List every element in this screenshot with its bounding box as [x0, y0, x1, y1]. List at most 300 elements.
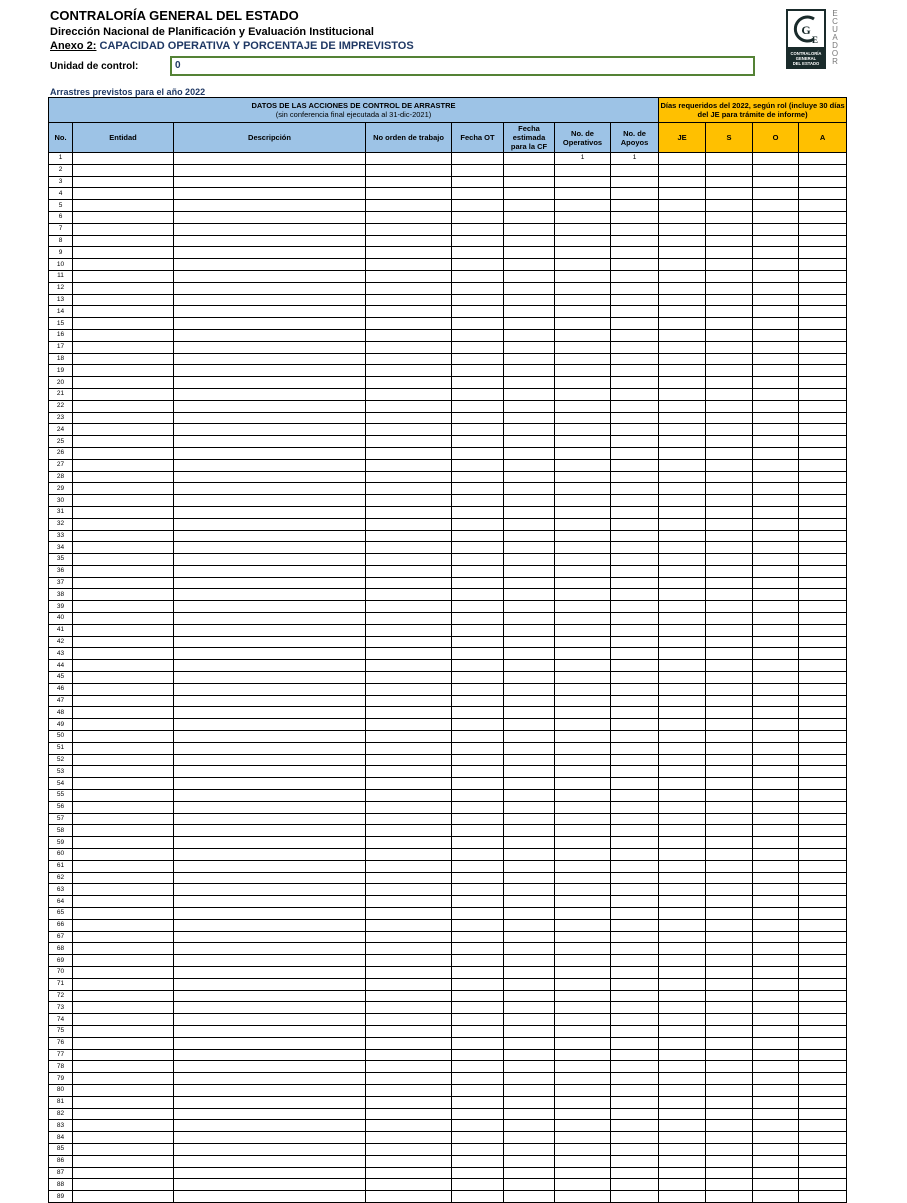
table-cell[interactable] — [706, 837, 753, 849]
table-cell[interactable] — [799, 707, 847, 719]
table-cell[interactable] — [504, 1014, 555, 1026]
table-cell[interactable] — [366, 459, 452, 471]
table-cell[interactable] — [174, 1179, 366, 1191]
table-cell[interactable] — [174, 1049, 366, 1061]
table-cell[interactable] — [73, 672, 174, 684]
table-cell[interactable] — [452, 624, 504, 636]
table-cell[interactable] — [799, 377, 847, 389]
table-cell[interactable] — [611, 1096, 659, 1108]
table-cell[interactable] — [504, 259, 555, 271]
table-cell[interactable] — [799, 400, 847, 412]
table-cell[interactable] — [452, 164, 504, 176]
table-cell[interactable] — [73, 955, 174, 967]
table-cell[interactable] — [753, 754, 799, 766]
table-cell[interactable] — [174, 235, 366, 247]
table-cell[interactable] — [555, 412, 611, 424]
table-cell[interactable] — [504, 1108, 555, 1120]
table-cell[interactable] — [555, 200, 611, 212]
table-cell[interactable] — [174, 211, 366, 223]
table-cell[interactable] — [504, 837, 555, 849]
table-cell[interactable] — [555, 801, 611, 813]
table-cell[interactable] — [366, 672, 452, 684]
table-cell[interactable] — [555, 931, 611, 943]
table-cell[interactable] — [611, 223, 659, 235]
table-cell[interactable] — [659, 648, 706, 660]
table-cell[interactable] — [73, 459, 174, 471]
table-cell[interactable] — [753, 648, 799, 660]
table-cell[interactable] — [555, 365, 611, 377]
table-cell[interactable] — [611, 601, 659, 613]
table-cell[interactable] — [504, 365, 555, 377]
table-cell[interactable] — [452, 931, 504, 943]
table-cell[interactable] — [753, 790, 799, 802]
table-cell[interactable] — [799, 495, 847, 507]
table-cell[interactable] — [366, 188, 452, 200]
table-cell[interactable] — [706, 211, 753, 223]
table-cell[interactable] — [706, 1025, 753, 1037]
table-cell[interactable] — [659, 211, 706, 223]
table-cell[interactable] — [366, 506, 452, 518]
table-cell[interactable] — [73, 200, 174, 212]
table-cell[interactable] — [452, 400, 504, 412]
table-cell[interactable] — [799, 884, 847, 896]
table-cell[interactable] — [452, 849, 504, 861]
table-cell[interactable] — [366, 554, 452, 566]
table-cell[interactable] — [73, 270, 174, 282]
table-cell[interactable] — [611, 518, 659, 530]
table-cell[interactable] — [753, 447, 799, 459]
table-cell[interactable] — [611, 672, 659, 684]
table-cell[interactable] — [659, 294, 706, 306]
table-cell[interactable] — [73, 601, 174, 613]
table-cell[interactable] — [504, 1155, 555, 1167]
table-cell[interactable] — [753, 742, 799, 754]
table-cell[interactable] — [73, 589, 174, 601]
table-cell[interactable] — [555, 542, 611, 554]
table-cell[interactable] — [799, 601, 847, 613]
table-cell[interactable] — [611, 955, 659, 967]
table-cell[interactable] — [799, 294, 847, 306]
table-cell[interactable] — [504, 247, 555, 259]
table-cell[interactable] — [555, 306, 611, 318]
table-cell[interactable] — [799, 341, 847, 353]
table-cell[interactable] — [366, 282, 452, 294]
table-cell[interactable] — [555, 471, 611, 483]
table-cell[interactable] — [753, 731, 799, 743]
table-cell[interactable] — [366, 707, 452, 719]
table-cell[interactable] — [174, 978, 366, 990]
table-cell[interactable] — [174, 200, 366, 212]
table-cell[interactable] — [659, 624, 706, 636]
table-cell[interactable] — [753, 966, 799, 978]
table-cell[interactable] — [504, 495, 555, 507]
table-cell[interactable] — [366, 589, 452, 601]
table-cell[interactable] — [504, 188, 555, 200]
table-cell[interactable] — [706, 719, 753, 731]
table-cell[interactable] — [73, 825, 174, 837]
table-cell[interactable] — [174, 483, 366, 495]
table-cell[interactable] — [555, 589, 611, 601]
table-cell[interactable] — [799, 849, 847, 861]
table-cell[interactable] — [799, 176, 847, 188]
table-cell[interactable] — [611, 282, 659, 294]
table-cell[interactable] — [706, 223, 753, 235]
table-cell[interactable] — [452, 259, 504, 271]
table-cell[interactable] — [504, 742, 555, 754]
table-cell[interactable] — [366, 1073, 452, 1085]
table-cell[interactable] — [555, 223, 611, 235]
table-cell[interactable] — [611, 766, 659, 778]
table-cell[interactable] — [73, 542, 174, 554]
table-cell[interactable] — [174, 613, 366, 625]
table-cell[interactable] — [799, 908, 847, 920]
table-cell[interactable] — [706, 188, 753, 200]
table-cell[interactable] — [706, 931, 753, 943]
table-cell[interactable] — [555, 164, 611, 176]
table-cell[interactable] — [366, 1096, 452, 1108]
table-cell[interactable] — [73, 188, 174, 200]
table-cell[interactable] — [799, 329, 847, 341]
table-cell[interactable] — [706, 1073, 753, 1085]
table-cell[interactable] — [366, 1025, 452, 1037]
table-cell[interactable] — [366, 223, 452, 235]
table-cell[interactable] — [659, 955, 706, 967]
table-cell[interactable] — [555, 506, 611, 518]
table-cell[interactable] — [73, 636, 174, 648]
table-cell[interactable] — [753, 294, 799, 306]
table-cell[interactable] — [174, 837, 366, 849]
table-cell[interactable] — [611, 1002, 659, 1014]
table-cell[interactable] — [73, 754, 174, 766]
table-cell[interactable] — [659, 719, 706, 731]
table-cell[interactable] — [73, 176, 174, 188]
table-cell[interactable] — [753, 282, 799, 294]
table-cell[interactable] — [659, 542, 706, 554]
table-cell[interactable] — [659, 153, 706, 165]
table-cell[interactable] — [174, 436, 366, 448]
table-cell[interactable] — [659, 1061, 706, 1073]
table-cell[interactable] — [659, 341, 706, 353]
table-cell[interactable] — [659, 483, 706, 495]
table-cell[interactable] — [799, 518, 847, 530]
table-cell[interactable] — [504, 471, 555, 483]
table-cell[interactable] — [73, 495, 174, 507]
table-cell[interactable] — [706, 329, 753, 341]
table-cell[interactable] — [611, 447, 659, 459]
table-cell[interactable] — [659, 577, 706, 589]
table-cell[interactable] — [753, 388, 799, 400]
table-cell[interactable] — [555, 1179, 611, 1191]
table-cell[interactable] — [753, 1002, 799, 1014]
table-cell[interactable] — [504, 778, 555, 790]
table-cell[interactable] — [799, 1084, 847, 1096]
table-cell[interactable] — [799, 235, 847, 247]
table-cell[interactable] — [504, 919, 555, 931]
table-cell[interactable] — [504, 966, 555, 978]
table-cell[interactable] — [753, 1014, 799, 1026]
table-cell[interactable] — [73, 471, 174, 483]
control-unit-field[interactable]: 0 — [170, 56, 755, 76]
table-cell[interactable] — [555, 1061, 611, 1073]
table-cell[interactable] — [174, 1132, 366, 1144]
table-cell[interactable] — [799, 837, 847, 849]
table-cell[interactable]: 1 — [611, 153, 659, 165]
table-cell[interactable] — [73, 259, 174, 271]
table-cell[interactable] — [706, 412, 753, 424]
table-cell[interactable] — [753, 400, 799, 412]
table-cell[interactable] — [504, 943, 555, 955]
table-cell[interactable] — [73, 872, 174, 884]
table-cell[interactable] — [706, 495, 753, 507]
table-cell[interactable] — [366, 872, 452, 884]
table-cell[interactable] — [659, 318, 706, 330]
table-cell[interactable] — [504, 306, 555, 318]
table-cell[interactable] — [174, 943, 366, 955]
table-cell[interactable] — [611, 801, 659, 813]
table-cell[interactable] — [366, 1155, 452, 1167]
table-cell[interactable] — [452, 1143, 504, 1155]
table-cell[interactable] — [799, 872, 847, 884]
table-cell[interactable] — [659, 388, 706, 400]
table-cell[interactable] — [452, 200, 504, 212]
table-cell[interactable] — [73, 577, 174, 589]
table-cell[interactable] — [799, 966, 847, 978]
table-cell[interactable] — [366, 518, 452, 530]
table-cell[interactable] — [504, 153, 555, 165]
table-cell[interactable] — [753, 884, 799, 896]
table-cell[interactable] — [555, 341, 611, 353]
table-cell[interactable] — [174, 742, 366, 754]
table-cell[interactable] — [174, 377, 366, 389]
table-cell[interactable] — [659, 966, 706, 978]
table-cell[interactable] — [174, 754, 366, 766]
table-cell[interactable] — [706, 1179, 753, 1191]
table-cell[interactable] — [706, 813, 753, 825]
table-cell[interactable] — [174, 294, 366, 306]
table-cell[interactable] — [452, 766, 504, 778]
table-cell[interactable] — [555, 754, 611, 766]
table-cell[interactable] — [799, 731, 847, 743]
table-cell[interactable] — [174, 719, 366, 731]
table-cell[interactable] — [753, 365, 799, 377]
table-cell[interactable] — [555, 388, 611, 400]
table-cell[interactable] — [452, 1037, 504, 1049]
table-cell[interactable] — [799, 672, 847, 684]
table-cell[interactable] — [452, 412, 504, 424]
table-cell[interactable] — [555, 624, 611, 636]
table-cell[interactable] — [611, 565, 659, 577]
table-cell[interactable] — [504, 200, 555, 212]
table-cell[interactable] — [555, 672, 611, 684]
table-cell[interactable] — [753, 270, 799, 282]
table-cell[interactable] — [799, 990, 847, 1002]
table-cell[interactable] — [659, 695, 706, 707]
table-cell[interactable] — [366, 1179, 452, 1191]
table-cell[interactable] — [659, 1002, 706, 1014]
table-cell[interactable] — [799, 624, 847, 636]
table-cell[interactable] — [706, 1037, 753, 1049]
table-cell[interactable] — [555, 554, 611, 566]
table-cell[interactable] — [555, 1132, 611, 1144]
table-cell[interactable] — [504, 849, 555, 861]
table-cell[interactable] — [611, 306, 659, 318]
table-cell[interactable] — [174, 1155, 366, 1167]
table-cell[interactable] — [73, 1002, 174, 1014]
table-cell[interactable] — [504, 554, 555, 566]
table-cell[interactable] — [174, 731, 366, 743]
table-cell[interactable] — [174, 1167, 366, 1179]
table-cell[interactable] — [452, 955, 504, 967]
table-cell[interactable] — [174, 778, 366, 790]
table-cell[interactable] — [799, 1155, 847, 1167]
table-cell[interactable] — [753, 518, 799, 530]
table-cell[interactable] — [706, 447, 753, 459]
table-cell[interactable] — [452, 530, 504, 542]
table-cell[interactable] — [504, 282, 555, 294]
table-cell[interactable] — [611, 412, 659, 424]
table-cell[interactable] — [73, 318, 174, 330]
table-cell[interactable] — [73, 660, 174, 672]
table-cell[interactable] — [366, 577, 452, 589]
table-cell[interactable] — [659, 813, 706, 825]
table-cell[interactable] — [73, 943, 174, 955]
table-cell[interactable] — [706, 860, 753, 872]
table-cell[interactable] — [706, 825, 753, 837]
table-cell[interactable] — [174, 282, 366, 294]
table-cell[interactable] — [753, 1073, 799, 1085]
table-cell[interactable] — [174, 341, 366, 353]
table-cell[interactable] — [611, 1120, 659, 1132]
table-cell[interactable] — [73, 1155, 174, 1167]
table-cell[interactable] — [753, 471, 799, 483]
table-cell[interactable] — [555, 294, 611, 306]
table-cell[interactable] — [611, 530, 659, 542]
table-cell[interactable] — [73, 1049, 174, 1061]
table-cell[interactable] — [753, 1179, 799, 1191]
table-cell[interactable] — [504, 1061, 555, 1073]
table-cell[interactable] — [452, 683, 504, 695]
table-cell[interactable] — [504, 790, 555, 802]
table-cell[interactable] — [611, 648, 659, 660]
table-cell[interactable] — [753, 483, 799, 495]
table-cell[interactable] — [659, 778, 706, 790]
table-cell[interactable] — [366, 1037, 452, 1049]
table-cell[interactable] — [504, 565, 555, 577]
table-cell[interactable] — [706, 424, 753, 436]
table-cell[interactable] — [174, 1061, 366, 1073]
table-cell[interactable] — [366, 447, 452, 459]
table-cell[interactable] — [73, 978, 174, 990]
table-cell[interactable] — [555, 613, 611, 625]
table-cell[interactable] — [706, 259, 753, 271]
table-cell[interactable] — [504, 683, 555, 695]
table-cell[interactable] — [706, 282, 753, 294]
table-cell[interactable] — [659, 931, 706, 943]
table-cell[interactable] — [73, 424, 174, 436]
table-cell[interactable] — [174, 506, 366, 518]
table-cell[interactable] — [174, 318, 366, 330]
table-cell[interactable] — [753, 660, 799, 672]
table-cell[interactable] — [174, 908, 366, 920]
table-cell[interactable] — [73, 377, 174, 389]
table-cell[interactable] — [555, 1143, 611, 1155]
table-cell[interactable] — [366, 471, 452, 483]
table-cell[interactable] — [174, 554, 366, 566]
table-cell[interactable] — [706, 341, 753, 353]
table-cell[interactable] — [706, 884, 753, 896]
table-cell[interactable] — [174, 707, 366, 719]
table-cell[interactable] — [611, 542, 659, 554]
table-cell[interactable] — [659, 672, 706, 684]
table-cell[interactable] — [706, 707, 753, 719]
table-cell[interactable] — [611, 742, 659, 754]
table-cell[interactable] — [504, 896, 555, 908]
table-cell[interactable] — [555, 966, 611, 978]
table-cell[interactable] — [799, 247, 847, 259]
table-cell[interactable] — [555, 577, 611, 589]
table-cell[interactable] — [366, 683, 452, 695]
table-cell[interactable] — [659, 377, 706, 389]
table-cell[interactable] — [659, 223, 706, 235]
table-cell[interactable] — [452, 436, 504, 448]
table-cell[interactable] — [504, 400, 555, 412]
table-cell[interactable] — [174, 164, 366, 176]
table-cell[interactable] — [504, 341, 555, 353]
table-cell[interactable] — [366, 849, 452, 861]
table-cell[interactable] — [659, 1155, 706, 1167]
table-cell[interactable] — [753, 235, 799, 247]
table-cell[interactable] — [753, 695, 799, 707]
table-cell[interactable] — [174, 849, 366, 861]
table-cell[interactable] — [73, 1025, 174, 1037]
table-cell[interactable] — [174, 447, 366, 459]
table-cell[interactable] — [555, 400, 611, 412]
table-cell[interactable] — [659, 329, 706, 341]
table-cell[interactable] — [611, 1108, 659, 1120]
table-cell[interactable] — [504, 447, 555, 459]
table-cell[interactable] — [706, 471, 753, 483]
table-cell[interactable] — [504, 648, 555, 660]
table-cell[interactable] — [452, 636, 504, 648]
table-cell[interactable] — [452, 329, 504, 341]
table-cell[interactable] — [799, 636, 847, 648]
table-cell[interactable] — [366, 601, 452, 613]
table-cell[interactable] — [799, 436, 847, 448]
table-cell[interactable] — [73, 966, 174, 978]
table-cell[interactable] — [753, 943, 799, 955]
table-cell[interactable] — [504, 211, 555, 223]
table-cell[interactable] — [366, 483, 452, 495]
table-cell[interactable] — [753, 565, 799, 577]
table-cell[interactable] — [555, 636, 611, 648]
table-cell[interactable] — [174, 153, 366, 165]
table-cell[interactable] — [611, 908, 659, 920]
table-cell[interactable] — [799, 223, 847, 235]
table-cell[interactable] — [706, 695, 753, 707]
table-cell[interactable] — [366, 766, 452, 778]
table-cell[interactable] — [659, 943, 706, 955]
table-cell[interactable] — [753, 554, 799, 566]
table-cell[interactable] — [753, 589, 799, 601]
table-cell[interactable] — [753, 778, 799, 790]
table-cell[interactable] — [504, 412, 555, 424]
table-cell[interactable] — [73, 837, 174, 849]
table-cell[interactable] — [555, 329, 611, 341]
table-cell[interactable] — [174, 459, 366, 471]
table-cell[interactable] — [452, 506, 504, 518]
table-cell[interactable] — [73, 294, 174, 306]
table-cell[interactable] — [706, 778, 753, 790]
